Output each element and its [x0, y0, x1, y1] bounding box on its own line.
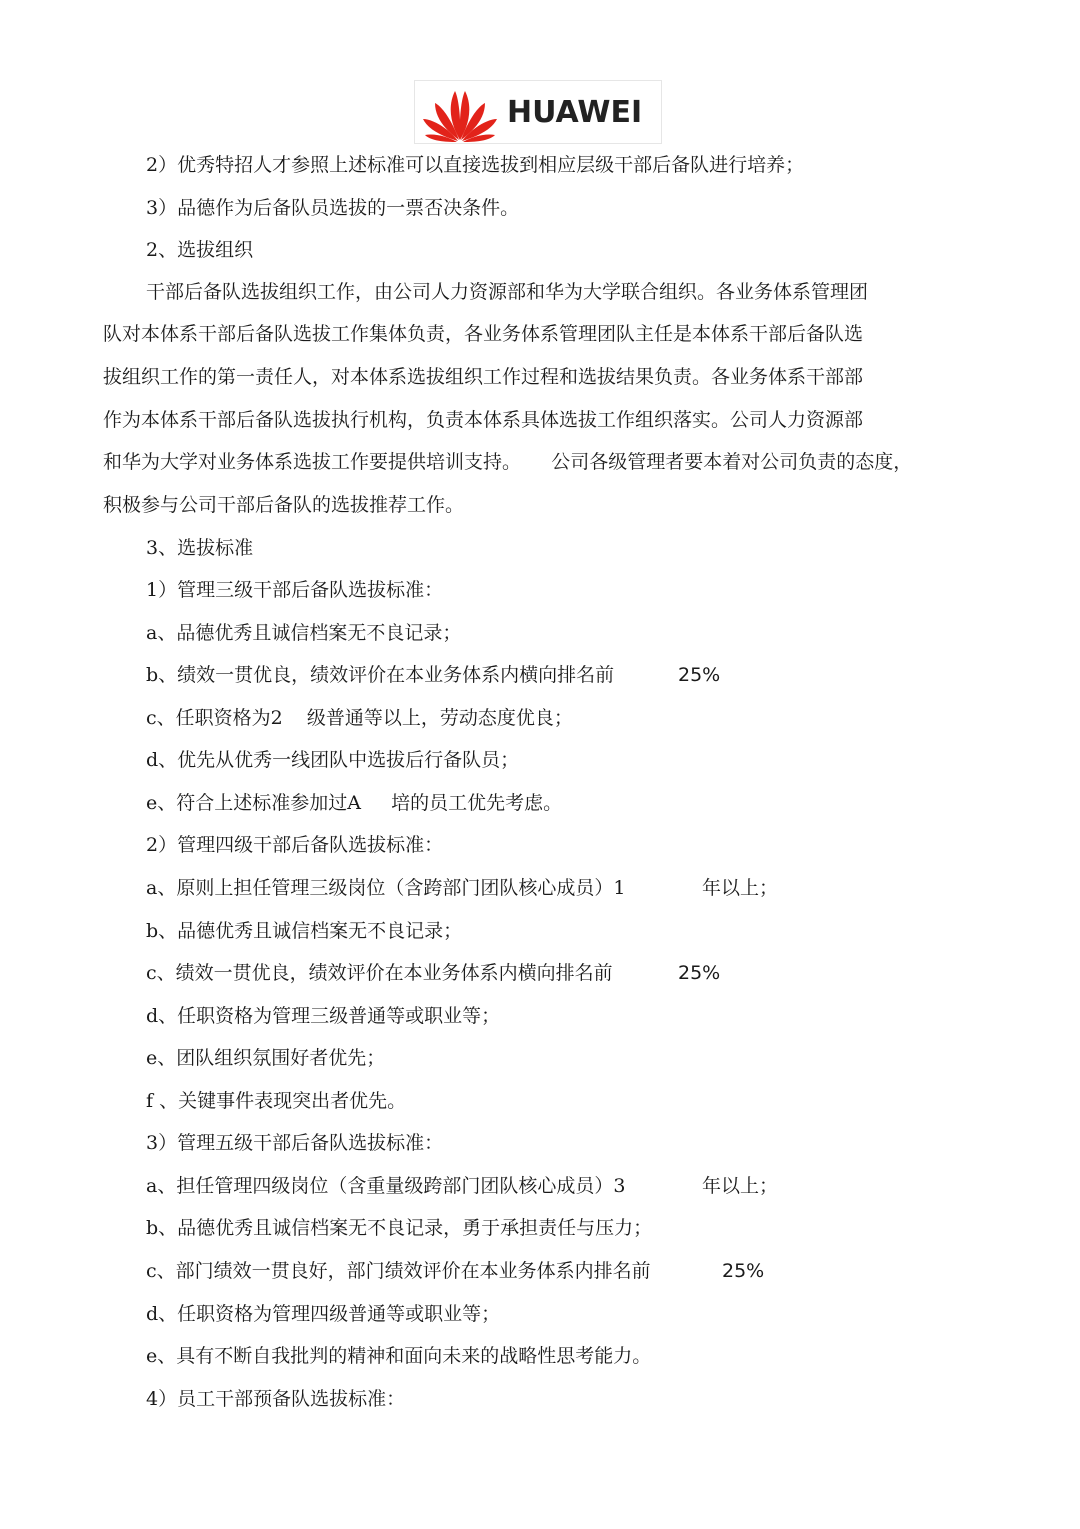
- logo-wordmark: HUAWEI: [507, 95, 643, 130]
- text-line: e、具有不断自我批判的精神和面向未来的战略性思考能力。: [146, 1345, 652, 1367]
- text-line: a、品德优秀且诚信档案无不良记录；: [146, 622, 462, 644]
- huawei-petal-icon: [417, 85, 503, 143]
- text-line: 4）员工干部预备队选拔标准：: [146, 1388, 406, 1410]
- text-suffix: 年以上；: [702, 1175, 779, 1197]
- text-line: 和华为大学对业务体系选拔工作要提供培训支持。 公司各级管理者要本着对公司负责的态度，: [103, 451, 913, 473]
- text-line: 3）管理五级干部后备队选拔标准：: [146, 1132, 444, 1154]
- percent-value: 25%: [678, 664, 721, 686]
- text-line: c、部门绩效一贯良好，部门绩效评价在本业务体系内排名前: [146, 1260, 651, 1282]
- text-line: 3）品德作为后备队员选拔的一票否决条件。: [146, 197, 520, 219]
- text-line: 干部后备队选拔组织工作，由公司人力资源部和华为大学联合组织。各业务体系管理团: [146, 281, 869, 303]
- percent-value: 25%: [722, 1260, 765, 1282]
- text-line: a、原则上担任管理三级岗位（含跨部门团队核心成员）1: [146, 877, 626, 899]
- text-line: e、团队组织氛围好者优先；: [146, 1047, 386, 1069]
- text-line: 作为本体系干部后备队选拔执行机构，负责本体系具体选拔工作组织落实。公司人力资源部: [103, 409, 864, 431]
- text-line: d、任职资格为管理三级普通等或职业等；: [146, 1005, 501, 1027]
- section-heading: 2、选拔组织: [146, 239, 254, 261]
- text-line: e、符合上述标准参加过A 培的员工优先考虑。: [146, 792, 563, 814]
- text-line: d、优先从优秀一线团队中选拔后行备队员；: [146, 749, 520, 771]
- text-line: 积极参与公司干部后备队的选拔推荐工作。: [103, 494, 465, 516]
- text-line: c、绩效一贯优良，绩效评价在本业务体系内横向排名前: [146, 962, 613, 984]
- text-line: b、品德优秀且诚信档案无不良记录；: [146, 920, 463, 942]
- percent-value: 25%: [678, 962, 721, 984]
- text-line: 2）管理四级干部后备队选拔标准：: [146, 834, 444, 856]
- text-suffix: 年以上；: [702, 877, 779, 899]
- section-heading: 3、选拔标准: [146, 537, 254, 559]
- text-line: a、担任管理四级岗位（含重量级跨部门团队核心成员）3: [146, 1175, 626, 1197]
- text-line: b、绩效一贯优良，绩效评价在本业务体系内横向排名前: [146, 664, 615, 686]
- text-line: 队对本体系干部后备队选拔工作集体负责，各业务体系管理团队主任是本体系干部后备队选: [103, 323, 864, 345]
- text-line: 拔组织工作的第一责任人，对本体系选拔组织工作过程和选拔结果负责。各业务体系干部部: [103, 366, 864, 388]
- text-line: c、任职资格为2 级普通等以上，劳动态度优良；: [146, 707, 573, 729]
- text-line: 2）优秀特招人才参照上述标准可以直接选拔到相应层级干部后备队进行培养；: [146, 154, 805, 176]
- text-line: d、任职资格为管理四级普通等或职业等；: [146, 1303, 501, 1325]
- text-line: f 、关键事件表现突出者优先。: [146, 1090, 407, 1112]
- text-line: 1）管理三级干部后备队选拔标准：: [146, 579, 444, 601]
- huawei-logo: [414, 80, 662, 144]
- text-line: b、品德优秀且诚信档案无不良记录，勇于承担责任与压力；: [146, 1217, 653, 1239]
